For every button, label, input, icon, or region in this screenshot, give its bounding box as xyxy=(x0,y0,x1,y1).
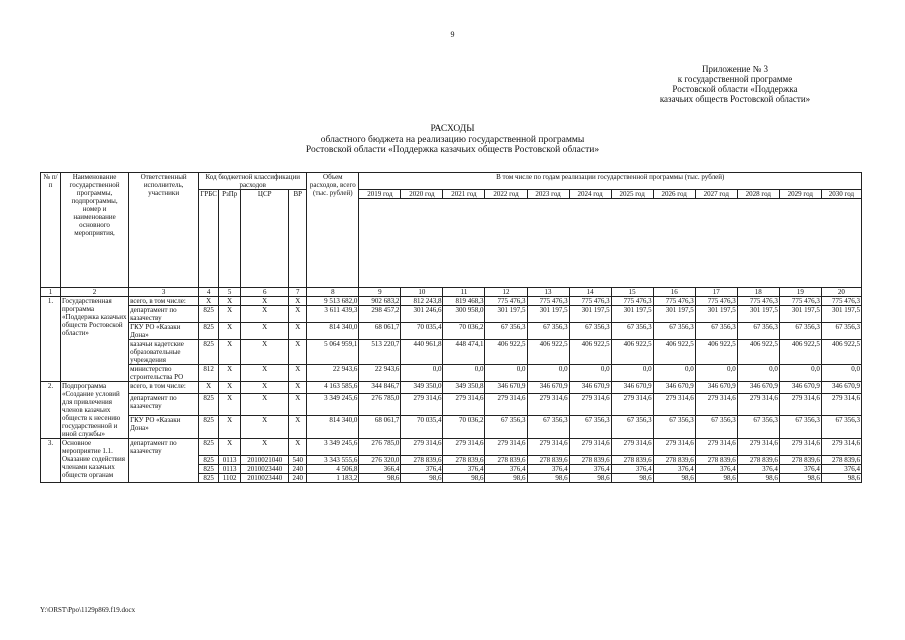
col-number: 18 xyxy=(737,288,779,297)
year-value-cell: 279 314,6 xyxy=(527,439,569,456)
year-value-cell: 98,6 xyxy=(401,473,443,482)
col-number: 9 xyxy=(359,288,401,297)
year-value-cell: 70 035,4 xyxy=(401,416,443,439)
grbs-cell: 825 xyxy=(199,340,219,365)
year-value-cell: 775 476,3 xyxy=(779,297,821,306)
col-number: 5 xyxy=(219,288,241,297)
year-value-cell: 0,0 xyxy=(737,365,779,382)
year-value-cell: 349 350,8 xyxy=(443,382,485,394)
year-value-cell: 279 314,6 xyxy=(485,439,527,456)
page-number: 9 xyxy=(450,30,455,39)
total-cell: 9 513 682,0 xyxy=(307,297,359,306)
year-value-cell: 276 785,0 xyxy=(359,439,401,456)
header-year: 2027 год xyxy=(695,190,737,199)
table-row xyxy=(41,439,862,456)
year-value-cell: 279 314,6 xyxy=(695,439,737,456)
vr-cell: X xyxy=(289,297,307,306)
vr-cell: X xyxy=(289,306,307,323)
header-num: № п/п xyxy=(41,173,61,288)
header-years-group: В том числе по годам реализации государственной программы (тыс. рублей) xyxy=(359,173,862,190)
year-value-cell: 67 356,3 xyxy=(569,323,611,340)
year-value-cell: 376,4 xyxy=(485,464,527,473)
col-number: 17 xyxy=(695,288,737,297)
year-value-cell: 67 356,3 xyxy=(821,323,861,340)
year-value-cell: 98,6 xyxy=(779,473,821,482)
year-value-cell: 278 839,6 xyxy=(443,455,485,464)
year-value-cell: 376,4 xyxy=(821,464,861,473)
table-row xyxy=(41,297,862,306)
executor-cell xyxy=(129,455,199,464)
year-value-cell: 376,4 xyxy=(527,464,569,473)
year-value-cell: 67 356,3 xyxy=(737,416,779,439)
year-value-cell: 279 314,6 xyxy=(737,439,779,456)
rzpr-cell: X xyxy=(219,393,241,416)
header-csr: ЦСР xyxy=(241,190,289,288)
header-vr: ВР xyxy=(289,190,307,288)
year-value-cell: 278 839,6 xyxy=(695,455,737,464)
executor-cell: всего, в том числе: xyxy=(129,297,199,306)
year-value-cell: 301 197,5 xyxy=(695,306,737,323)
col-number: 15 xyxy=(611,288,653,297)
executor-cell: казачьи кадетские образовательные учреждения xyxy=(129,340,199,365)
year-value-cell: 406 922,5 xyxy=(821,340,861,365)
header-year: 2019 год xyxy=(359,190,401,199)
grbs-cell: 812 xyxy=(199,365,219,382)
csr-cell: 2010023440 xyxy=(241,473,289,482)
table-row xyxy=(41,323,862,340)
year-value-cell: 0,0 xyxy=(443,365,485,382)
grbs-cell: X xyxy=(199,382,219,394)
csr-cell: X xyxy=(241,439,289,456)
year-value-cell: 279 314,6 xyxy=(569,393,611,416)
year-value-cell: 98,6 xyxy=(821,473,861,482)
year-value-cell: 775 476,3 xyxy=(527,297,569,306)
year-value-cell: 406 922,5 xyxy=(653,340,695,365)
year-value-cell: 376,4 xyxy=(611,464,653,473)
year-value-cell: 376,4 xyxy=(653,464,695,473)
vr-cell: X xyxy=(289,323,307,340)
header-year: 2021 год xyxy=(443,190,485,199)
year-value-cell: 376,4 xyxy=(737,464,779,473)
total-cell: 3 349 245,6 xyxy=(307,439,359,456)
year-value-cell: 276 320,0 xyxy=(359,455,401,464)
vr-cell: X xyxy=(289,382,307,394)
year-value-cell: 98,6 xyxy=(443,473,485,482)
year-value-cell: 301 197,5 xyxy=(779,306,821,323)
year-value-cell: 70 036,2 xyxy=(443,323,485,340)
year-value-cell: 70 036,2 xyxy=(443,416,485,439)
year-value-cell: 298 457,2 xyxy=(359,306,401,323)
year-value-cell: 775 476,3 xyxy=(653,297,695,306)
year-value-cell: 346 670,9 xyxy=(779,382,821,394)
col-number: 2 xyxy=(61,288,129,297)
rzpr-cell: X xyxy=(219,297,241,306)
vr-cell: X xyxy=(289,416,307,439)
footer-file-path: Y:\ORST\Ppo\1129p869.f19.docx xyxy=(40,606,136,614)
year-value-cell: 300 958,0 xyxy=(443,306,485,323)
year-value-cell: 98,6 xyxy=(527,473,569,482)
col-number: 14 xyxy=(569,288,611,297)
year-value-cell: 278 839,6 xyxy=(485,455,527,464)
year-value-cell: 67 356,3 xyxy=(653,416,695,439)
title-line: областного бюджета на реализацию государственной программы xyxy=(320,134,585,145)
year-value-cell: 67 356,3 xyxy=(695,323,737,340)
year-value-cell: 98,6 xyxy=(359,473,401,482)
table-row xyxy=(41,306,862,323)
executor-cell: всего, в том числе: xyxy=(129,382,199,394)
header-year: 2020 год xyxy=(401,190,443,199)
table-row xyxy=(41,340,862,365)
rzpr-cell: X xyxy=(219,416,241,439)
total-cell: 3 349 245,6 xyxy=(307,393,359,416)
year-value-cell: 279 314,6 xyxy=(779,393,821,416)
table-row xyxy=(41,365,862,382)
year-value-cell: 775 476,3 xyxy=(695,297,737,306)
col-number: 19 xyxy=(779,288,821,297)
year-value-cell: 279 314,6 xyxy=(821,439,861,456)
rzpr-cell: X xyxy=(219,340,241,365)
year-value-cell: 67 356,3 xyxy=(527,323,569,340)
year-value-cell: 775 476,3 xyxy=(569,297,611,306)
year-value-cell: 346 670,9 xyxy=(485,382,527,394)
header-volume: Объем расходов, всего (тыс. рублей) xyxy=(307,173,359,288)
year-value-cell: 301 197,5 xyxy=(737,306,779,323)
year-value-cell: 513 220,7 xyxy=(359,340,401,365)
rzpr-cell: X xyxy=(219,382,241,394)
header-rzpr: РзПр xyxy=(219,190,241,288)
year-value-cell: 344 846,7 xyxy=(359,382,401,394)
vr-cell: X xyxy=(289,365,307,382)
rzpr-cell: X xyxy=(219,365,241,382)
year-value-cell: 279 314,6 xyxy=(611,393,653,416)
year-value-cell: 0,0 xyxy=(485,365,527,382)
header-year: 2028 год xyxy=(737,190,779,199)
csr-cell: 2010021040 xyxy=(241,455,289,464)
year-value-cell: 448 474,1 xyxy=(443,340,485,365)
year-value-cell: 812 243,8 xyxy=(401,297,443,306)
executor-cell: департамент по казачеству xyxy=(129,439,199,456)
year-value-cell: 406 922,5 xyxy=(569,340,611,365)
header-spacer xyxy=(359,199,862,288)
col-number: 13 xyxy=(527,288,569,297)
year-value-cell: 279 314,6 xyxy=(779,439,821,456)
year-value-cell: 278 839,6 xyxy=(401,455,443,464)
grbs-cell: 825 xyxy=(199,323,219,340)
year-value-cell: 22 943,6 xyxy=(359,365,401,382)
grbs-cell: 825 xyxy=(199,416,219,439)
total-cell: 5 064 959,1 xyxy=(307,340,359,365)
year-value-cell: 406 922,5 xyxy=(485,340,527,365)
year-value-cell: 279 314,6 xyxy=(653,393,695,416)
header-year: 2030 год xyxy=(821,190,861,199)
col-number: 3 xyxy=(129,288,199,297)
header-year: 2026 год xyxy=(653,190,695,199)
appendix-block xyxy=(605,64,865,104)
year-value-cell: 346 670,9 xyxy=(569,382,611,394)
grbs-cell: 825 xyxy=(199,439,219,456)
year-value-cell: 279 314,6 xyxy=(653,439,695,456)
csr-cell: X xyxy=(241,340,289,365)
appendix-line: Ростовской области «Поддержка xyxy=(672,84,798,94)
grbs-cell: 825 xyxy=(199,464,219,473)
total-cell: 4 163 585,6 xyxy=(307,382,359,394)
total-cell: 22 943,6 xyxy=(307,365,359,382)
year-value-cell: 279 314,6 xyxy=(821,393,861,416)
header-year: 2025 год xyxy=(611,190,653,199)
col-number: 11 xyxy=(443,288,485,297)
year-value-cell: 68 061,7 xyxy=(359,416,401,439)
year-value-cell: 98,6 xyxy=(611,473,653,482)
year-value-cell: 98,6 xyxy=(653,473,695,482)
year-value-cell: 67 356,3 xyxy=(653,323,695,340)
year-value-cell: 301 197,5 xyxy=(821,306,861,323)
total-cell: 3 343 555,6 xyxy=(307,455,359,464)
vr-cell: 240 xyxy=(289,464,307,473)
vr-cell: X xyxy=(289,393,307,416)
col-number: 4 xyxy=(199,288,219,297)
year-value-cell: 819 468,3 xyxy=(443,297,485,306)
csr-cell: X xyxy=(241,306,289,323)
year-value-cell: 279 314,6 xyxy=(443,393,485,416)
table-row xyxy=(41,455,862,464)
row-name-cell: Государственная программа «Поддержка казачьих обществ Ростовской области» xyxy=(61,297,129,382)
year-value-cell: 70 035,4 xyxy=(401,323,443,340)
year-value-cell: 279 314,6 xyxy=(401,439,443,456)
year-value-cell: 0,0 xyxy=(695,365,737,382)
budget-table xyxy=(40,172,862,483)
vr-cell: 240 xyxy=(289,473,307,482)
year-value-cell: 98,6 xyxy=(737,473,779,482)
csr-cell: X xyxy=(241,365,289,382)
col-number: 6 xyxy=(241,288,289,297)
year-value-cell: 278 839,6 xyxy=(779,455,821,464)
title-line: РАСХОДЫ xyxy=(430,124,475,134)
table-row xyxy=(41,382,862,394)
year-value-cell: 376,4 xyxy=(779,464,821,473)
year-value-cell: 902 683,2 xyxy=(359,297,401,306)
year-value-cell: 406 922,5 xyxy=(737,340,779,365)
grbs-cell: 825 xyxy=(199,455,219,464)
year-value-cell: 67 356,3 xyxy=(695,416,737,439)
col-number: 20 xyxy=(821,288,861,297)
year-value-cell: 279 314,6 xyxy=(443,439,485,456)
year-value-cell: 301 197,5 xyxy=(485,306,527,323)
table-row xyxy=(41,464,862,473)
executor-cell: ГКУ РО «Казаки Дона» xyxy=(129,416,199,439)
year-value-cell: 349 350,0 xyxy=(401,382,443,394)
year-value-cell: 775 476,3 xyxy=(737,297,779,306)
header-year: 2029 год xyxy=(779,190,821,199)
year-value-cell: 0,0 xyxy=(779,365,821,382)
executor-cell xyxy=(129,473,199,482)
header-year: 2022 год xyxy=(485,190,527,199)
rzpr-cell: 1102 xyxy=(219,473,241,482)
year-value-cell: 278 839,6 xyxy=(737,455,779,464)
year-value-cell: 279 314,6 xyxy=(485,393,527,416)
year-value-cell: 67 356,3 xyxy=(485,323,527,340)
year-value-cell: 279 314,6 xyxy=(611,439,653,456)
year-value-cell: 279 314,6 xyxy=(527,393,569,416)
year-value-cell: 279 314,6 xyxy=(695,393,737,416)
year-value-cell: 278 839,6 xyxy=(653,455,695,464)
col-number: 8 xyxy=(307,288,359,297)
year-value-cell: 98,6 xyxy=(569,473,611,482)
total-cell: 814 340,0 xyxy=(307,416,359,439)
year-value-cell: 0,0 xyxy=(611,365,653,382)
year-value-cell: 376,4 xyxy=(443,464,485,473)
col-number: 12 xyxy=(485,288,527,297)
grbs-cell: X xyxy=(199,297,219,306)
vr-cell: X xyxy=(289,340,307,365)
csr-cell: X xyxy=(241,382,289,394)
year-value-cell: 301 197,5 xyxy=(569,306,611,323)
year-value-cell: 278 839,6 xyxy=(527,455,569,464)
year-value-cell: 279 314,6 xyxy=(401,393,443,416)
col-number: 16 xyxy=(653,288,695,297)
year-value-cell: 98,6 xyxy=(695,473,737,482)
row-name-cell: Основное мероприятие 1.1. Оказание содействия членами казачьих обществ органам xyxy=(61,439,129,483)
grbs-cell: 825 xyxy=(199,393,219,416)
table-row xyxy=(41,416,862,439)
year-value-cell: 366,4 xyxy=(359,464,401,473)
header-executor: Ответственный исполнитель, участники xyxy=(129,173,199,288)
row-number-cell: 3. xyxy=(41,439,61,483)
appendix-line: Приложение № 3 xyxy=(702,64,768,74)
year-value-cell: 67 356,3 xyxy=(779,323,821,340)
total-cell: 814 340,0 xyxy=(307,323,359,340)
year-value-cell: 301 197,5 xyxy=(611,306,653,323)
year-value-cell: 376,4 xyxy=(569,464,611,473)
header-grbs: ГРБС xyxy=(199,190,219,288)
year-value-cell: 406 922,5 xyxy=(695,340,737,365)
year-value-cell: 67 356,3 xyxy=(611,416,653,439)
year-value-cell: 278 839,6 xyxy=(611,455,653,464)
year-value-cell: 67 356,3 xyxy=(569,416,611,439)
year-value-cell: 301 246,6 xyxy=(401,306,443,323)
executor-cell: департамент по казачеству xyxy=(129,306,199,323)
rzpr-cell: X xyxy=(219,323,241,340)
total-cell: 3 611 439,3 xyxy=(307,306,359,323)
row-name-cell: Подпрограмма «Создание условий для привлечения членов казачьих обществ к несению государственной и иной службы» xyxy=(61,382,129,439)
year-value-cell: 0,0 xyxy=(401,365,443,382)
year-value-cell: 301 197,5 xyxy=(653,306,695,323)
rzpr-cell: 0113 xyxy=(219,464,241,473)
table-row xyxy=(41,473,862,482)
rzpr-cell: 0113 xyxy=(219,455,241,464)
csr-cell: X xyxy=(241,393,289,416)
year-value-cell: 406 922,5 xyxy=(527,340,569,365)
year-value-cell: 346 670,9 xyxy=(527,382,569,394)
total-cell: 4 506,8 xyxy=(307,464,359,473)
table-body xyxy=(41,297,862,483)
year-value-cell: 440 961,8 xyxy=(401,340,443,365)
csr-cell: 2010023440 xyxy=(241,464,289,473)
year-value-cell: 346 670,9 xyxy=(611,382,653,394)
table-header xyxy=(41,173,862,297)
year-value-cell: 279 314,6 xyxy=(737,393,779,416)
header-year: 2024 год xyxy=(569,190,611,199)
table-row xyxy=(41,393,862,416)
year-value-cell: 376,4 xyxy=(401,464,443,473)
year-value-cell: 67 356,3 xyxy=(485,416,527,439)
executor-cell xyxy=(129,464,199,473)
year-value-cell: 67 356,3 xyxy=(737,323,779,340)
csr-cell: X xyxy=(241,297,289,306)
header-code-group: Код бюджетной классификации расходов xyxy=(199,173,307,190)
vr-cell: 540 xyxy=(289,455,307,464)
year-value-cell: 67 356,3 xyxy=(527,416,569,439)
total-cell: 1 183,2 xyxy=(307,473,359,482)
year-value-cell: 279 314,6 xyxy=(569,439,611,456)
executor-cell: ГКУ РО «Казаки Дона» xyxy=(129,323,199,340)
executor-cell: департамент по казачеству xyxy=(129,393,199,416)
year-value-cell: 775 476,3 xyxy=(485,297,527,306)
year-value-cell: 67 356,3 xyxy=(821,416,861,439)
year-value-cell: 278 839,6 xyxy=(569,455,611,464)
title-line: Ростовской области «Поддержка казачьих обществ Ростовской области» xyxy=(305,145,600,155)
year-value-cell: 346 670,9 xyxy=(821,382,861,394)
year-value-cell: 301 197,5 xyxy=(527,306,569,323)
year-value-cell: 406 922,5 xyxy=(611,340,653,365)
appendix-line: казачьих обществ Ростовской области» xyxy=(659,94,811,104)
year-value-cell: 376,4 xyxy=(695,464,737,473)
document-title xyxy=(0,124,905,156)
executor-cell: министерство строительства РО xyxy=(129,365,199,382)
year-value-cell: 406 922,5 xyxy=(779,340,821,365)
year-value-cell: 98,6 xyxy=(485,473,527,482)
year-value-cell: 276 785,0 xyxy=(359,393,401,416)
year-value-cell: 278 839,6 xyxy=(821,455,861,464)
year-value-cell: 346 670,9 xyxy=(737,382,779,394)
row-number-cell: 2. xyxy=(41,382,61,439)
grbs-cell: 825 xyxy=(199,473,219,482)
col-number: 7 xyxy=(289,288,307,297)
csr-cell: X xyxy=(241,416,289,439)
year-value-cell: 775 476,3 xyxy=(821,297,861,306)
row-number-cell: 1. xyxy=(41,297,61,382)
year-value-cell: 0,0 xyxy=(653,365,695,382)
col-number: 1 xyxy=(41,288,61,297)
year-value-cell: 0,0 xyxy=(527,365,569,382)
year-value-cell: 0,0 xyxy=(569,365,611,382)
year-value-cell: 346 670,9 xyxy=(695,382,737,394)
year-value-cell: 346 670,9 xyxy=(653,382,695,394)
header-name: Наименование государственной программы, подпрограммы, номер и наименование основного мероприятия, xyxy=(61,173,129,288)
rzpr-cell: X xyxy=(219,306,241,323)
col-number: 10 xyxy=(401,288,443,297)
header-year: 2023 год xyxy=(527,190,569,199)
year-value-cell: 67 356,3 xyxy=(779,416,821,439)
year-value-cell: 67 356,3 xyxy=(611,323,653,340)
grbs-cell: 825 xyxy=(199,306,219,323)
appendix-line: к государственной программе xyxy=(677,74,793,84)
year-value-cell: 775 476,3 xyxy=(611,297,653,306)
year-value-cell: 0,0 xyxy=(821,365,861,382)
vr-cell: X xyxy=(289,439,307,456)
year-value-cell: 68 061,7 xyxy=(359,323,401,340)
csr-cell: X xyxy=(241,323,289,340)
column-number-row xyxy=(41,288,862,297)
rzpr-cell: X xyxy=(219,439,241,456)
